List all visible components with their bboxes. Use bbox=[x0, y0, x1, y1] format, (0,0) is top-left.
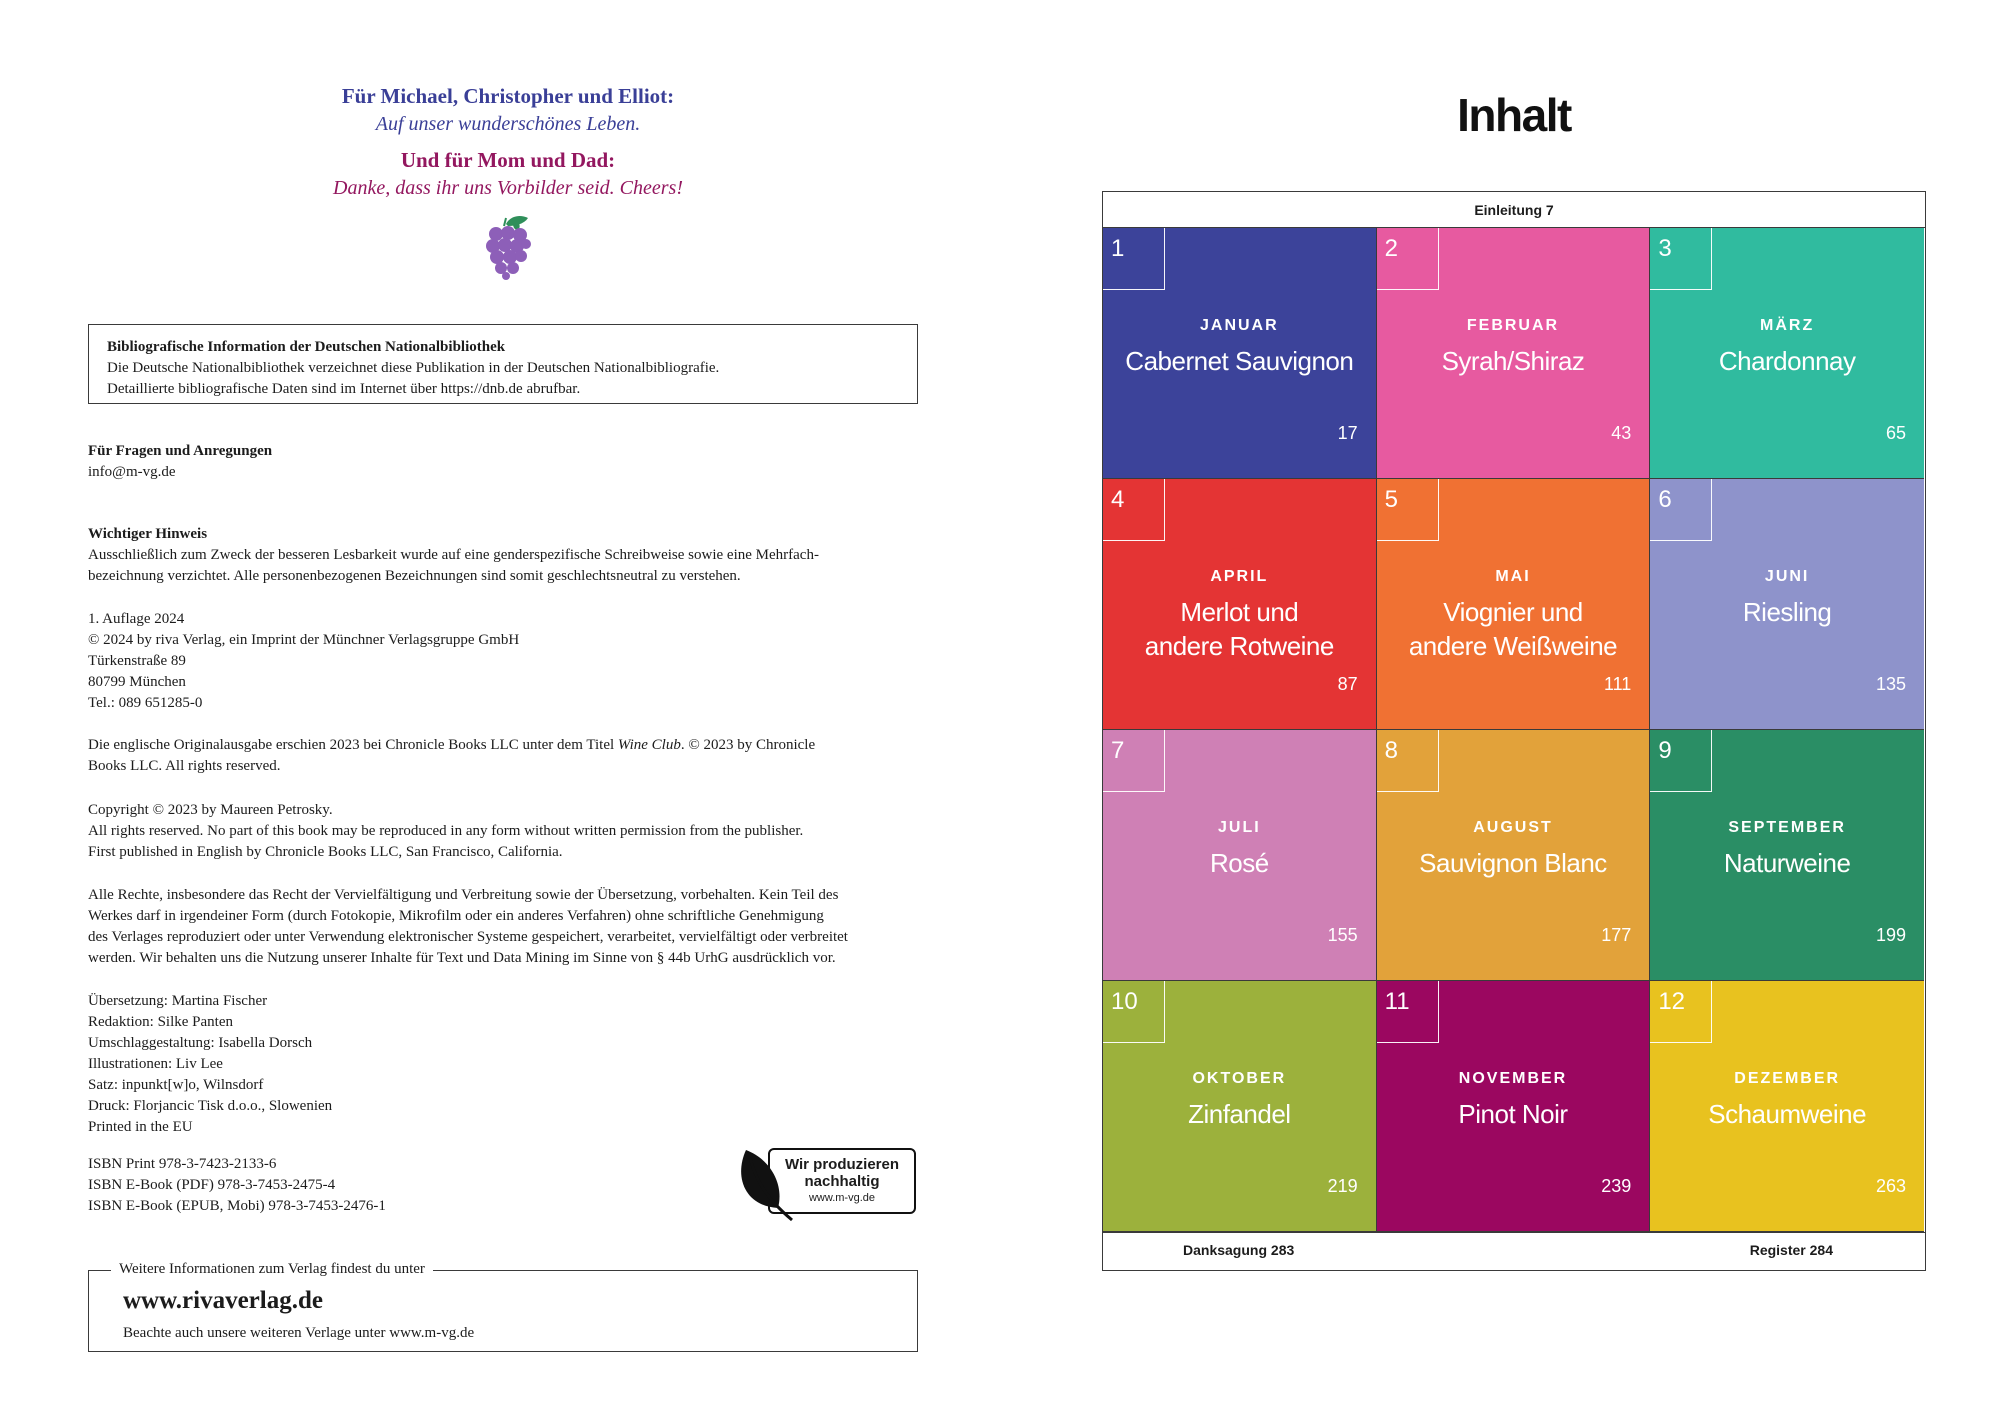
sustainability-badge bbox=[738, 1146, 920, 1222]
chapter-tile[interactable] bbox=[1650, 730, 1924, 981]
chapter-tile[interactable] bbox=[1650, 479, 1924, 730]
rights-line: werden. Wir behalten uns die Nutzung unserer Inhalte für Text und Data Mining im Sinne von § 44b UrhG ausdrücklich vor. bbox=[88, 950, 836, 966]
copyright-line: Copyright © 2023 by Maureen Petrosky. bbox=[88, 802, 333, 818]
edition-line: Tel.: 089 651285-0 bbox=[88, 695, 203, 711]
chapter-page: 65 bbox=[1885, 423, 1906, 443]
chapter-wine-line: Pinot Noir bbox=[1458, 1099, 1568, 1129]
credit-line: Umschlaggestaltung: Isabella Dorsch bbox=[88, 1035, 313, 1051]
isbn-line: ISBN E-Book (PDF) 978-3-7453-2475-4 bbox=[88, 1177, 336, 1193]
dedication-title-parents: Und für Mom und Dad: bbox=[400, 148, 616, 172]
chapter-month: MÄRZ bbox=[1760, 317, 1815, 334]
chapter-page: 111 bbox=[1603, 674, 1632, 694]
chapter-tile[interactable] bbox=[1377, 981, 1651, 1232]
chapter-month: APRIL bbox=[1210, 568, 1269, 585]
chapter-month: JANUAR bbox=[1199, 317, 1279, 334]
chapter-wine-line: Cabernet Sauvignon bbox=[1125, 346, 1354, 376]
chapter-wine-line: Merlot und bbox=[1180, 597, 1299, 627]
chapter-number: 8 bbox=[1377, 730, 1439, 792]
chapter-page: 263 bbox=[1875, 1176, 1906, 1196]
chapter-wine-line: Zinfandel bbox=[1188, 1099, 1291, 1129]
chapter-number: 12 bbox=[1650, 981, 1712, 1043]
chapter-tile[interactable] bbox=[1103, 479, 1377, 730]
toc-index-entry[interactable]: Register 284 bbox=[1749, 1242, 1833, 1258]
isbn-line: ISBN E-Book (EPUB, Mobi) 978-3-7453-2476-1 bbox=[88, 1198, 386, 1214]
chapter-number: 4 bbox=[1103, 479, 1165, 541]
chapter-wine-line: andere Weißweine bbox=[1408, 631, 1618, 661]
chapter-wine bbox=[1383, 1097, 1644, 1131]
chapter-month: DEZEMBER bbox=[1734, 1070, 1841, 1087]
chapter-grid bbox=[1103, 228, 1924, 1232]
credits-block bbox=[88, 991, 928, 1138]
credit-line: Printed in the EU bbox=[88, 1119, 193, 1135]
edition-block bbox=[88, 609, 928, 714]
chapter-page: 17 bbox=[1337, 423, 1358, 443]
credit-line: Übersetzung: Martina Fischer bbox=[88, 993, 268, 1009]
chapter-wine bbox=[1109, 344, 1370, 378]
chapter-number: 9 bbox=[1650, 730, 1712, 792]
rights-line: Werkes darf in irgendeiner Form (durch Fotokopie, Mikrofilm oder ein anderes Verfahren) ohne schriftliche Genehmigung bbox=[88, 908, 824, 924]
dedication-title-children: Für Michael, Christopher und Elliot: bbox=[341, 84, 675, 108]
chapter-tile[interactable] bbox=[1377, 228, 1651, 479]
publisher-website-link[interactable]: www.rivaverlag.de bbox=[123, 1287, 323, 1314]
chapter-wine-line: Sauvignon Blanc bbox=[1419, 848, 1607, 878]
isbn-block bbox=[88, 1154, 688, 1217]
edition-line: © 2024 by riva Verlag, ein Imprint der Münchner Verlagsgruppe GmbH bbox=[88, 632, 520, 648]
bibliographic-info-line: Die Deutsche Nationalbibliothek verzeichnet diese Publikation in der Deutschen Nationalbibliografie. bbox=[107, 360, 720, 376]
isbn-line: ISBN Print 978-3-7423-2133-6 bbox=[88, 1156, 277, 1172]
chapter-number: 5 bbox=[1377, 479, 1439, 541]
credit-line: Redaktion: Silke Panten bbox=[88, 1014, 233, 1030]
credit-line: Illustrationen: Liv Lee bbox=[88, 1056, 223, 1072]
chapter-wine bbox=[1656, 595, 1918, 629]
sustainability-badge-line: Wir produzieren bbox=[784, 1156, 900, 1173]
chapter-wine bbox=[1656, 1097, 1918, 1131]
copyright-line: All rights reserved. No part of this book may be reproduced in any form without written permission from the publisher. bbox=[88, 823, 804, 839]
toc-intro-entry[interactable]: Einleitung 7 bbox=[1103, 192, 1925, 228]
chapter-number: 3 bbox=[1650, 228, 1712, 290]
chapter-month: MAI bbox=[1495, 568, 1531, 585]
publisher-info-box bbox=[88, 1261, 918, 1352]
notice-line: Ausschließlich zum Zweck der besseren Lesbarkeit wurde auf eine genderspezifische Schreibweise sowie eine Mehrfach- bbox=[88, 547, 819, 563]
notice-block bbox=[88, 524, 928, 587]
chapter-number: 11 bbox=[1377, 981, 1439, 1043]
chapter-page: 199 bbox=[1875, 925, 1906, 945]
dedication-sub-parents: Danke, dass ihr uns Vorbilder seid. Cheers! bbox=[333, 177, 683, 199]
chapter-wine bbox=[1383, 595, 1644, 663]
contact-block bbox=[88, 441, 928, 483]
chapter-tile[interactable] bbox=[1650, 981, 1924, 1232]
chapter-wine-line: Viognier und bbox=[1443, 597, 1583, 627]
chapter-tile[interactable] bbox=[1377, 730, 1651, 981]
credit-line: Druck: Florjancic Tisk d.o.o., Slowenien bbox=[88, 1098, 333, 1114]
edition-line: 80799 München bbox=[88, 674, 186, 690]
chapter-month: SEPTEMBER bbox=[1728, 819, 1846, 836]
chapter-wine-line: andere Rotweine bbox=[1144, 631, 1334, 661]
sustainability-badge-line: nachhaltig bbox=[804, 1173, 880, 1190]
chapter-number: 2 bbox=[1377, 228, 1439, 290]
publisher-info-legend: Weitere Informationen zum Verlag findest du unter bbox=[111, 1259, 433, 1279]
toc-title: Inhalt bbox=[1457, 89, 1571, 141]
notice-title: Wichtiger Hinweis bbox=[88, 526, 208, 542]
chapter-month: FEBRUAR bbox=[1466, 317, 1560, 334]
toc-footer bbox=[1103, 1232, 1925, 1270]
edition-line: Türkenstraße 89 bbox=[88, 653, 186, 669]
chapter-page: 219 bbox=[1327, 1176, 1358, 1196]
original-edition-line: Die englische Originalausgabe erschien 2023 bei Chronicle Books LLC unter dem Titel Wine Club. © 2023 by Chronicle bbox=[88, 737, 816, 753]
original-edition-line: Books LLC. All rights reserved. bbox=[88, 758, 281, 774]
chapter-month: OKTOBER bbox=[1192, 1070, 1287, 1087]
rights-line: des Verlages reproduziert oder unter Verwendung elektronischer Systeme gespeichert, verarbeitet, vervielfältigt oder verbreitet bbox=[88, 929, 848, 945]
bibliographic-info-title: Bibliografische Information der Deutschen Nationalbibliothek bbox=[107, 339, 506, 355]
chapter-page: 43 bbox=[1611, 423, 1632, 443]
chapter-wine-line: Chardonnay bbox=[1718, 346, 1856, 376]
copyright-block bbox=[88, 800, 928, 863]
chapter-month: NOVEMBER bbox=[1458, 1070, 1568, 1087]
leaf-icon bbox=[738, 1146, 798, 1222]
chapter-wine bbox=[1109, 846, 1370, 880]
edition-line: 1. Auflage 2024 bbox=[88, 611, 185, 627]
chapter-number: 10 bbox=[1103, 981, 1165, 1043]
chapter-month: JULI bbox=[1217, 819, 1261, 836]
chapter-page: 155 bbox=[1327, 925, 1358, 945]
chapter-tile[interactable] bbox=[1103, 981, 1377, 1232]
chapter-tile[interactable] bbox=[1103, 730, 1377, 981]
copyright-line: First published in English by Chronicle Books LLC, San Francisco, California. bbox=[88, 844, 563, 860]
chapter-wine-line: Naturweine bbox=[1723, 848, 1851, 878]
original-edition-block bbox=[88, 735, 928, 777]
rights-block bbox=[88, 885, 928, 969]
chapter-tile[interactable] bbox=[1103, 228, 1377, 479]
chapter-number: 6 bbox=[1650, 479, 1712, 541]
chapter-wine bbox=[1656, 344, 1918, 378]
chapter-page: 239 bbox=[1601, 1176, 1632, 1196]
toc-acknowledgements-entry[interactable]: Danksagung 283 bbox=[1183, 1242, 1295, 1258]
publisher-info-note: Beachte auch unsere weiteren Verlage unter www.m-vg.de bbox=[123, 1325, 475, 1341]
bibliographic-info-box bbox=[88, 324, 918, 404]
chapter-month: AUGUST bbox=[1473, 819, 1553, 836]
credit-line: Satz: inpunkt[w]o, Wilnsdorf bbox=[88, 1077, 264, 1093]
chapter-wine bbox=[1656, 846, 1918, 880]
chapter-wine bbox=[1109, 1097, 1370, 1131]
original-title: Wine Club bbox=[617, 737, 681, 753]
chapter-wine-line: Riesling bbox=[1742, 597, 1832, 627]
dedication-sub-children: Auf unser wunderschönes Leben. bbox=[375, 113, 641, 135]
bibliographic-info-line: Detaillierte bibliografische Daten sind im Internet über https://dnb.de abrufbar. bbox=[107, 381, 581, 397]
chapter-wine bbox=[1383, 344, 1644, 378]
rights-line: Alle Rechte, insbesondere das Recht der Vervielfältigung und Verbreitung sowie der Übersetzung, vorbehalten. Kein Teil des bbox=[88, 887, 839, 903]
notice-line: bezeichnung verzichtet. Alle personenbezogenen Bezeichnungen sind somit geschlechtsneutral zu verstehen. bbox=[88, 568, 741, 584]
chapter-wine-line: Schaumweine bbox=[1708, 1099, 1867, 1129]
chapter-wine-line: Rosé bbox=[1209, 848, 1269, 878]
chapter-page: 135 bbox=[1875, 674, 1906, 694]
table-of-contents bbox=[1102, 191, 1926, 1271]
chapter-wine bbox=[1109, 595, 1370, 663]
chapter-tile[interactable] bbox=[1650, 228, 1924, 479]
grape-icon bbox=[484, 214, 532, 280]
chapter-page: 87 bbox=[1337, 674, 1358, 694]
chapter-month: JUNI bbox=[1764, 568, 1810, 585]
contact-title: Für Fragen und Anregungen bbox=[88, 443, 273, 459]
chapter-tile[interactable] bbox=[1377, 479, 1651, 730]
chapter-page: 177 bbox=[1601, 925, 1632, 945]
chapter-number: 1 bbox=[1103, 228, 1165, 290]
sustainability-badge-url: www.m-vg.de bbox=[808, 1192, 876, 1204]
chapter-wine bbox=[1383, 846, 1644, 880]
contact-email: info@m-vg.de bbox=[88, 464, 176, 480]
chapter-number: 7 bbox=[1103, 730, 1165, 792]
chapter-wine-line: Syrah/Shiraz bbox=[1441, 346, 1585, 376]
dedication bbox=[88, 82, 928, 280]
